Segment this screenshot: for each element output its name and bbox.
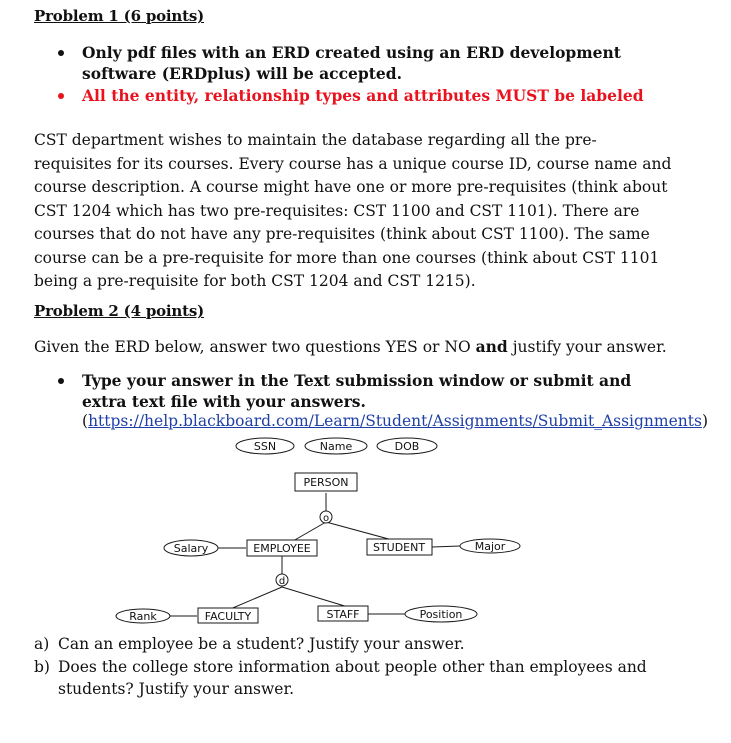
requirement-item bbox=[58, 85, 678, 106]
requirement-text: Only pdf files with an ERD created using an ERD development software (ERDplus) will be accepted. bbox=[82, 43, 621, 83]
problem-2-instructions bbox=[58, 370, 678, 412]
question-item bbox=[34, 633, 684, 656]
problem-2-heading: Problem 2 (4 points) bbox=[34, 302, 204, 320]
requirement-item bbox=[58, 42, 678, 84]
requirement-text: All the entity, relationship types and attributes MUST be labeled bbox=[82, 86, 644, 105]
help-link-line bbox=[82, 412, 708, 430]
entity-faculty-label: FACULTY bbox=[204, 610, 252, 623]
attribute-salary bbox=[164, 540, 218, 556]
attribute-ssn-label: SSN bbox=[253, 440, 277, 453]
link-paren-close: ) bbox=[701, 412, 709, 430]
bullet-icon bbox=[58, 378, 64, 384]
overlap-specialization-symbol bbox=[320, 511, 332, 524]
bullet-icon bbox=[58, 50, 64, 56]
instruction-item bbox=[58, 370, 678, 412]
problem-2-questions bbox=[34, 633, 684, 701]
entity-student bbox=[367, 539, 432, 555]
attribute-ssn bbox=[236, 438, 294, 454]
disjoint-label: d bbox=[278, 576, 286, 587]
problem-1-description: CST department wishes to maintain the database regarding all the pre-requisites for its courses. Every course has a unique course ID, course name and course description. A course might have one or more pre-requisites (think about CST 1204 which has two pre-requisites: CST 1100 and CST 1101). There are courses that do not have any pre-requisites (think about CST 1100). The same course can be a pre-requisite for more than one courses (think about CST 1101 being a pre-requisite for both CST 1204 and CST 1215). bbox=[34, 131, 672, 290]
question-marker: b) bbox=[34, 657, 50, 676]
entity-staff bbox=[318, 606, 368, 621]
question-text: Does the college store information about people other than employees and students? Justify your answer. bbox=[58, 657, 647, 698]
attribute-rank bbox=[116, 609, 170, 623]
overlap-label: o bbox=[322, 513, 330, 524]
problem-1-requirements bbox=[58, 42, 678, 106]
question-text: Can an employee be a student? Justify your answer. bbox=[58, 635, 465, 653]
attribute-major-label: Major bbox=[474, 540, 506, 553]
intro-text: justify your answer. bbox=[512, 338, 667, 356]
bullet-icon bbox=[58, 93, 64, 99]
entity-staff-label: STAFF bbox=[326, 608, 360, 621]
attribute-dob-label: DOB bbox=[394, 440, 420, 453]
problem-1-heading: Problem 1 (6 points) bbox=[34, 7, 204, 25]
erd-diagram bbox=[0, 435, 731, 625]
attribute-dob bbox=[377, 438, 437, 454]
link-paren-open: ( bbox=[82, 412, 89, 430]
question-item bbox=[34, 656, 684, 701]
entity-employee-label: EMPLOYEE bbox=[253, 542, 311, 555]
intro-emphasis: and bbox=[475, 337, 508, 356]
question-marker: a) bbox=[34, 635, 50, 653]
attribute-name bbox=[305, 438, 367, 454]
instruction-text: Type your answer in the Text submission window or submit and extra text file with your answers. bbox=[82, 371, 632, 411]
intro-text: Given the ERD below, answer two questions YES or NO bbox=[34, 338, 471, 356]
blackboard-help-link[interactable]: https://help.blackboard.com/Learn/Student/Assignments/Submit_Assignments bbox=[88, 412, 702, 430]
attribute-rank-label: Rank bbox=[129, 610, 157, 623]
attribute-position bbox=[405, 606, 477, 622]
entity-employee bbox=[247, 540, 317, 556]
entity-student-label: STUDENT bbox=[372, 541, 426, 554]
entity-person-label: PERSON bbox=[303, 476, 349, 489]
attribute-position-label: Position bbox=[419, 608, 463, 621]
problem-2-intro bbox=[34, 335, 674, 360]
attribute-major bbox=[460, 539, 520, 553]
attribute-name-label: Name bbox=[319, 440, 353, 453]
entity-faculty bbox=[198, 608, 258, 623]
entity-person bbox=[295, 473, 357, 491]
attribute-salary-label: Salary bbox=[173, 542, 209, 555]
disjoint-specialization-symbol bbox=[276, 574, 288, 587]
